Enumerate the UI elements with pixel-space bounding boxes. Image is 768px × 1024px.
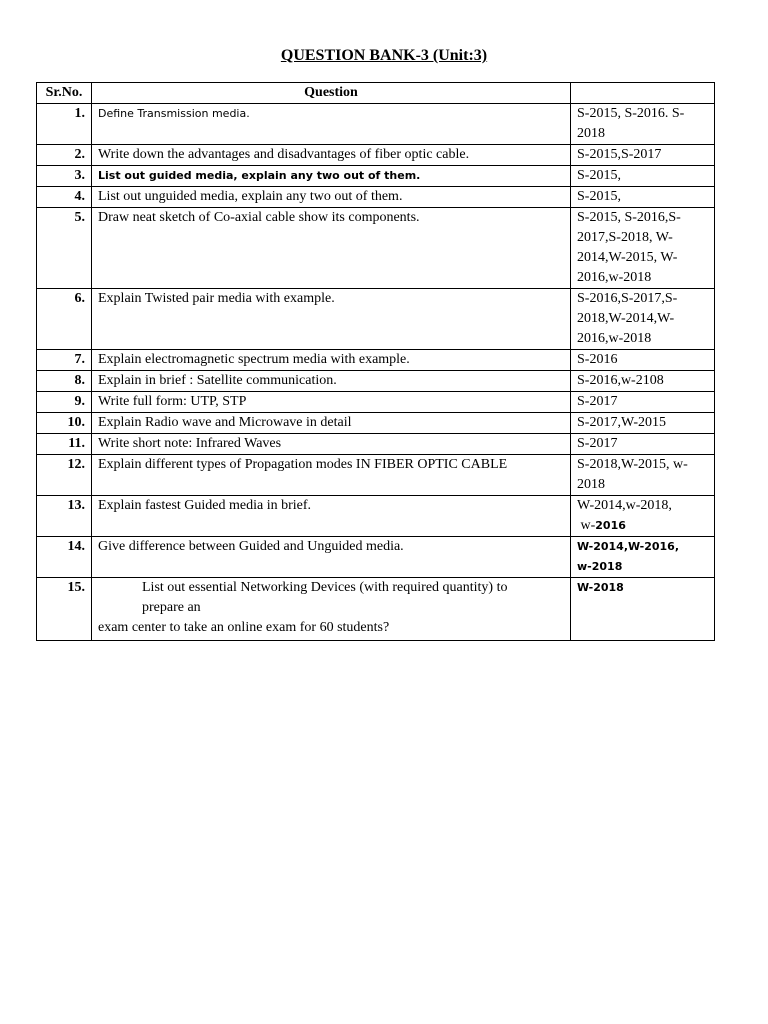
row-question: Write down the advantages and disadvantages of fiber optic cable.	[92, 145, 571, 166]
row-question: Explain Twisted pair media with example.	[92, 289, 571, 350]
row-years-line: W-2014,W-2016,	[577, 540, 679, 553]
row-sr-no: 10.	[37, 413, 92, 434]
header-question: Question	[92, 83, 571, 104]
row-years: S-2018,W-2015, w-2018	[571, 455, 715, 496]
table-row	[37, 371, 715, 392]
row-years: S-2016,w-2108	[571, 371, 715, 392]
row-years: S-2017,W-2015	[571, 413, 715, 434]
row-sr-no: 5.	[37, 208, 92, 289]
table-row	[37, 166, 715, 187]
row-years: S-2017	[571, 392, 715, 413]
row-years: S-2015,	[571, 187, 715, 208]
row-question-line: exam center to take an online exam for 60 students?	[98, 620, 390, 635]
table-row	[37, 289, 715, 350]
row-sr-no: 12.	[37, 455, 92, 496]
row-sr-no: 6.	[37, 289, 92, 350]
row-years	[571, 496, 715, 537]
row-sr-no: 9.	[37, 392, 92, 413]
row-years	[571, 578, 715, 641]
row-years: S-2015,	[571, 166, 715, 187]
table-row	[37, 578, 715, 641]
table-header-row	[37, 83, 715, 104]
row-question: Explain fastest Guided media in brief.	[92, 496, 571, 537]
row-question-text: List out guided media, explain any two out of them.	[98, 169, 421, 182]
question-bank-table	[36, 82, 715, 641]
row-sr-no: 8.	[37, 371, 92, 392]
row-years: S-2017	[571, 434, 715, 455]
table-row	[37, 434, 715, 455]
table-row	[37, 187, 715, 208]
row-years-prefix: w-	[580, 518, 596, 533]
row-years-bold: W-2018	[577, 581, 624, 594]
row-question: Explain in brief : Satellite communication.	[92, 371, 571, 392]
row-question: List out unguided media, explain any two out of them.	[92, 187, 571, 208]
row-years-line: W-2014,w-2018,	[577, 498, 672, 513]
row-sr-no: 4.	[37, 187, 92, 208]
row-question: Write short note: Infrared Waves	[92, 434, 571, 455]
row-years: S-2015, S-2016,S-2017,S-2018, W-2014,W-2015, W-2016,w-2018	[571, 208, 715, 289]
row-sr-no: 15.	[37, 578, 92, 641]
row-years-bold: 2016	[595, 519, 626, 532]
table-row	[37, 537, 715, 578]
table-row	[37, 350, 715, 371]
table-row	[37, 496, 715, 537]
row-question-line: List out essential Networking Devices (with required quantity) to	[142, 580, 508, 595]
row-sr-no: 2.	[37, 145, 92, 166]
row-question: Explain different types of Propagation modes IN FIBER OPTIC CABLE	[92, 455, 571, 496]
row-years: S-2016,S-2017,S-2018,W-2014,W-2016,w-2018	[571, 289, 715, 350]
row-question: Give difference between Guided and Unguided media.	[92, 537, 571, 578]
table-row	[37, 208, 715, 289]
row-question-text: Define Transmission media.	[98, 107, 250, 120]
row-sr-no: 11.	[37, 434, 92, 455]
row-sr-no: 3.	[37, 166, 92, 187]
row-question: Explain electromagnetic spectrum media with example.	[92, 350, 571, 371]
table-row	[37, 392, 715, 413]
row-years-line	[577, 516, 708, 536]
row-years	[571, 537, 715, 578]
row-sr-no: 13.	[37, 496, 92, 537]
row-sr-no: 1.	[37, 104, 92, 145]
row-sr-no: 7.	[37, 350, 92, 371]
row-question: Explain Radio wave and Microwave in detail	[92, 413, 571, 434]
table-row	[37, 455, 715, 496]
row-question: Write full form: UTP, STP	[92, 392, 571, 413]
row-years-line: w-2018	[577, 560, 623, 573]
row-question: Draw neat sketch of Co-axial cable show its components.	[92, 208, 571, 289]
row-question	[92, 166, 571, 187]
row-question	[92, 104, 571, 145]
row-question	[92, 578, 571, 641]
row-sr-no: 14.	[37, 537, 92, 578]
row-years: S-2016	[571, 350, 715, 371]
page-title: QUESTION BANK-3 (Unit:3)	[280, 47, 488, 64]
table-row	[37, 413, 715, 434]
header-sr-no: Sr.No.	[37, 83, 92, 104]
table-row	[37, 145, 715, 166]
header-years	[571, 83, 715, 104]
row-years: S-2015,S-2017	[571, 145, 715, 166]
row-years: S-2015, S-2016. S-2018	[571, 104, 715, 145]
table-row	[37, 104, 715, 145]
row-question-line: prepare an	[142, 600, 201, 615]
